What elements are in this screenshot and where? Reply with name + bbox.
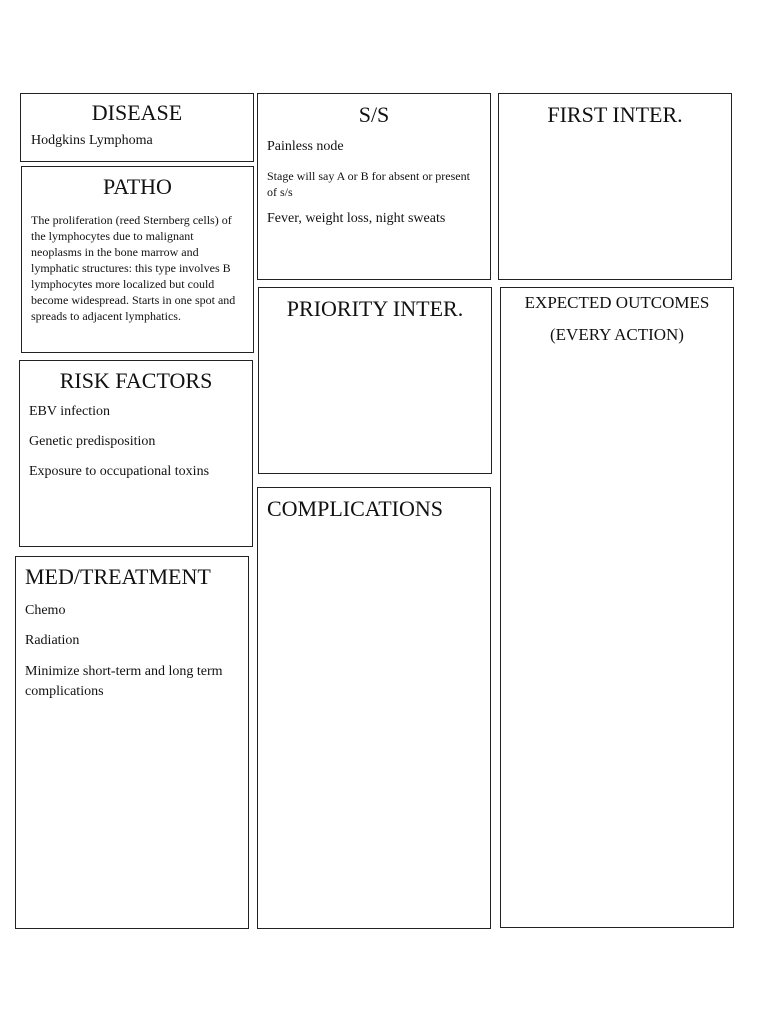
priority-inter-heading: PRIORITY INTER.	[286, 296, 464, 321]
risk-factors-heading: RISK FACTORS	[59, 368, 213, 393]
signs-symptoms-item: Fever, weight loss, night sweats	[267, 211, 446, 226]
expected-outcomes-box	[500, 287, 734, 928]
complications-heading: COMPLICATIONS	[267, 496, 444, 521]
priority-inter-box	[258, 287, 492, 474]
patho-text: The proliferation (reed Sternberg cells) of the lymphocytes due to malignant neoplasms in the bone marrow and lymphatic structures: this type involves B lymphocytes more localized but could become widespread. Starts in one spot and spreads to adjacent lymphatics.	[31, 213, 236, 323]
patho-heading: PATHO	[103, 174, 172, 199]
signs-symptoms-box	[257, 93, 491, 280]
med-treatment-list	[16, 590, 248, 702]
med-treatment-item: Chemo	[25, 603, 66, 618]
risk-factors-list	[20, 394, 252, 481]
med-treatment-heading: MED/TREATMENT	[25, 564, 211, 589]
complications-box	[257, 487, 491, 929]
med-treatment-item: Minimize short-term and long term complications	[25, 664, 223, 699]
med-treatment-item: Radiation	[25, 633, 80, 648]
risk-factor-item: Genetic predisposition	[29, 434, 156, 449]
expected-outcomes-subheading: (EVERY ACTION)	[550, 325, 684, 344]
expected-outcomes-heading: EXPECTED OUTCOMES	[524, 293, 710, 312]
risk-factor-item: EBV infection	[29, 404, 111, 419]
patho-box	[21, 166, 254, 353]
risk-factors-box	[19, 360, 253, 547]
signs-symptoms-list	[258, 128, 490, 228]
disease-heading: DISEASE	[91, 100, 183, 125]
first-inter-box	[498, 93, 732, 280]
disease-value: Hodgkins Lymphoma	[31, 133, 153, 148]
signs-symptoms-item: Stage will say A or B for absent or present of s/s	[267, 169, 470, 199]
med-treatment-box	[15, 556, 249, 929]
disease-box	[20, 93, 254, 162]
signs-symptoms-heading: S/S	[358, 102, 390, 127]
first-inter-heading: FIRST INTER.	[547, 102, 683, 127]
signs-symptoms-item: Painless node	[267, 139, 344, 154]
risk-factor-item: Exposure to occupational toxins	[29, 464, 210, 479]
